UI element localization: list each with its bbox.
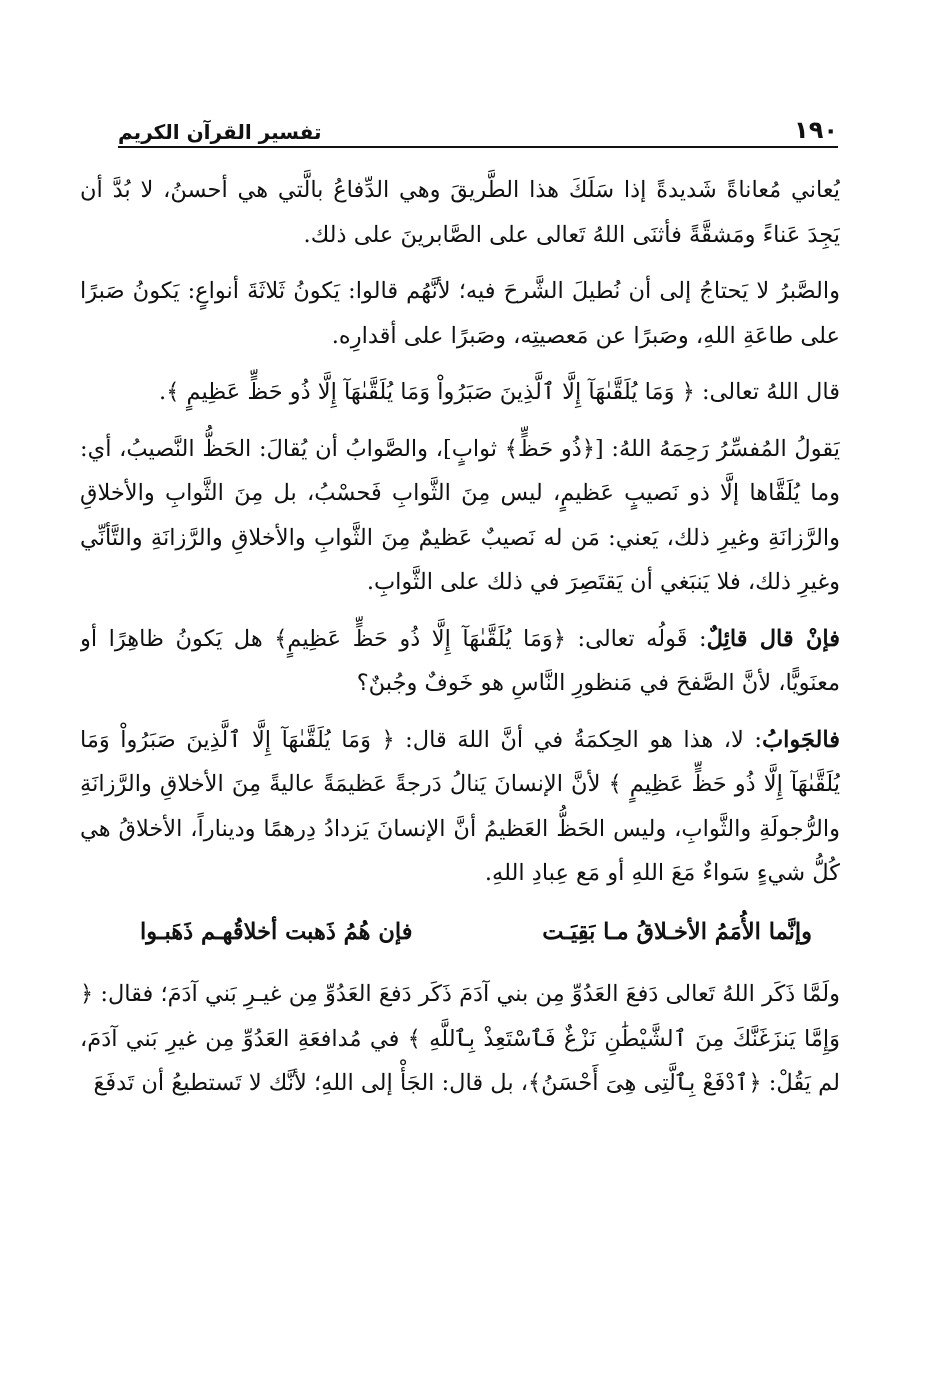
p6-mid: : لا، هذا هو الحِكمَةُ في أنَّ اللهَ قال: xyxy=(394,726,762,753)
paragraph-2: والصَّبرُ لا يَحتاجُ إلى أن نُطيلَ الشَّرحَ فيه؛ لأنَّهُم قالوا: يَكونُ ثَلاثَةَ أنواعٍ: يَكونُ صَبرًا على طاعَةِ اللهِ، وصَبرًا عن مَعصيتِه، وصَبرًا على أقدارِه. xyxy=(80,278,840,349)
paragraph-7 xyxy=(80,972,840,1106)
quran-verse: ﴿وَمَا يُلَقَّىٰهَآ إِلَّا ذُو حَظٍّ عَظِيمٍ﴾ xyxy=(274,625,566,652)
quran-verse: ﴿ وَمَا يُلَقَّىٰهَآ إِلَّا ٱلَّذِينَ صَبَرُواْ وَمَا يُلَقَّىٰهَآ إِلَّا ذُو حَظٍّ عَظِيمٍ ﴾ xyxy=(80,726,840,797)
quran-verse: ﴿ذُو حَظٍّ﴾ xyxy=(504,435,595,462)
p4-rest: ثوابٍ]، والصَّوابُ أن يُقالَ: الحَظُّ النَّصيبُ، أي: وما يُلَقَّاها إلَّا ذو نَصيبٍ عَظيمٍ، ليس مِنَ الثَّوابِ فَحسْبُ، بل مِنَ الثَّوابِ والأخلاقِ والرَّزانَةِ وغيرِ ذلك، يَعني: مَن له نَصيبٌ عَظيمٌ مِنَ الثَّوابِ والأخلاقِ والرَّزانَةِ والتَّأنِّي وغيرِ ذلك، فلا يَنبَغي أن يَقتَصِرَ في ذلك على الثَّوابِ. xyxy=(80,435,840,595)
paragraph-5 xyxy=(80,617,840,706)
paragraph-3 xyxy=(80,370,840,415)
paragraph-1: يُعاني مُعاناةً شَديدةً إذا سَلَكَ هذا الطَّريقَ وهي الدِّفاعُ بالَّتي هي أحسنُ، لا بُدَّ أن يَجِدَ عَناءً ومَشقَّةً فأثنَى اللهُ تَعالى على الصَّابرينَ على ذلك. xyxy=(80,177,840,248)
p6-rest: لأنَّ الإنسانَ يَنالُ دَرجةً عَظيمَةً عاليةً مِنَ الأخلاقِ والرَّزانَةِ والرُّجولَةِ والثَّوابِ، وليس الحَظُّ العَظيمُ أنَّ الإنسانَ يَزدادُ دِرهمًا وديناراً، الأخلاقُ هي كُلُّ شيءٍ سَواءٌ مَعَ اللهِ أو مَع عِبادِ اللهِ. xyxy=(80,771,840,886)
answer-lead: فالجَوابُ xyxy=(761,726,840,753)
paragraph-6 xyxy=(80,718,840,896)
p4-lead: يَقولُ المُفسِّرُ رَحِمَهُ اللهُ: [ xyxy=(594,435,840,462)
header-rule xyxy=(118,146,838,148)
poem-first-hemistich: وإنَّما الأُمَمُ الأخـلاقُ مـا بَقِيَـت xyxy=(542,918,812,945)
quran-verse: ﴿ وَمَا يُلَقَّىٰهَآ إِلَّا ٱلَّذِينَ صَبَرُواْ وَمَا يُلَقَّىٰهَآ إِلَّا ذُو حَظٍّ عَظِيمٍ ﴾ xyxy=(166,379,695,405)
p3-before: قال اللهُ تعالى: xyxy=(694,379,840,405)
page-body xyxy=(80,168,840,1348)
page-number: ١٩٠ xyxy=(794,116,838,144)
paragraph-4 xyxy=(80,427,840,605)
quran-verse: ﴿ٱدْفَعْ بِٱلَّتِى هِىَ أَحْسَنُ﴾ xyxy=(528,1070,762,1096)
page-header xyxy=(118,108,838,144)
p7-c: ، بل قال: الجَأْ إلى اللهِ؛ لأنَّك لا تَستطيعُ أن تَدفَعَ xyxy=(93,1070,528,1096)
quran-verse: ﴿ وَإِمَّا يَنزَغَنَّكَ مِنَ ٱلشَّيْطَٰنِ نَزْغٌ فَٱسْتَعِذْ بِٱللَّهِ ﴾ xyxy=(80,981,840,1052)
question-lead: فإنْ قال قائِلٌ xyxy=(706,625,840,652)
p7-b: في مُدافعَةِ العَدُوِّ مِن غيرِ بَني آدَمَ، لم يَقُلْ: xyxy=(80,1025,840,1096)
poem-line xyxy=(80,908,840,961)
p3-after: . xyxy=(159,379,167,405)
p5-rest: هل يَكونُ ظاهِرًا أو معنَويًّا، لأنَّ الصَّفحَ في مَنظورِ النَّاسِ هو خَوفٌ وجُبنٌ؟ xyxy=(80,625,840,696)
book-title: تفسير القرآن الكريم xyxy=(118,120,322,144)
p7-a: ولَمَّا ذَكَر اللهُ تَعالى دَفعَ العَدُوِّ مِن بني آدَمَ ذَكَر دَفعَ العَدُوِّ مِن غيـرِ بَني آدَمَ؛ فقال: xyxy=(93,981,840,1007)
poem-second-hemistich: فإن هُمُ ذَهبت أخلاقُهـم ذَهَبـوا xyxy=(140,918,413,945)
p5-mid: : قَولُه تعالى: xyxy=(565,625,707,652)
